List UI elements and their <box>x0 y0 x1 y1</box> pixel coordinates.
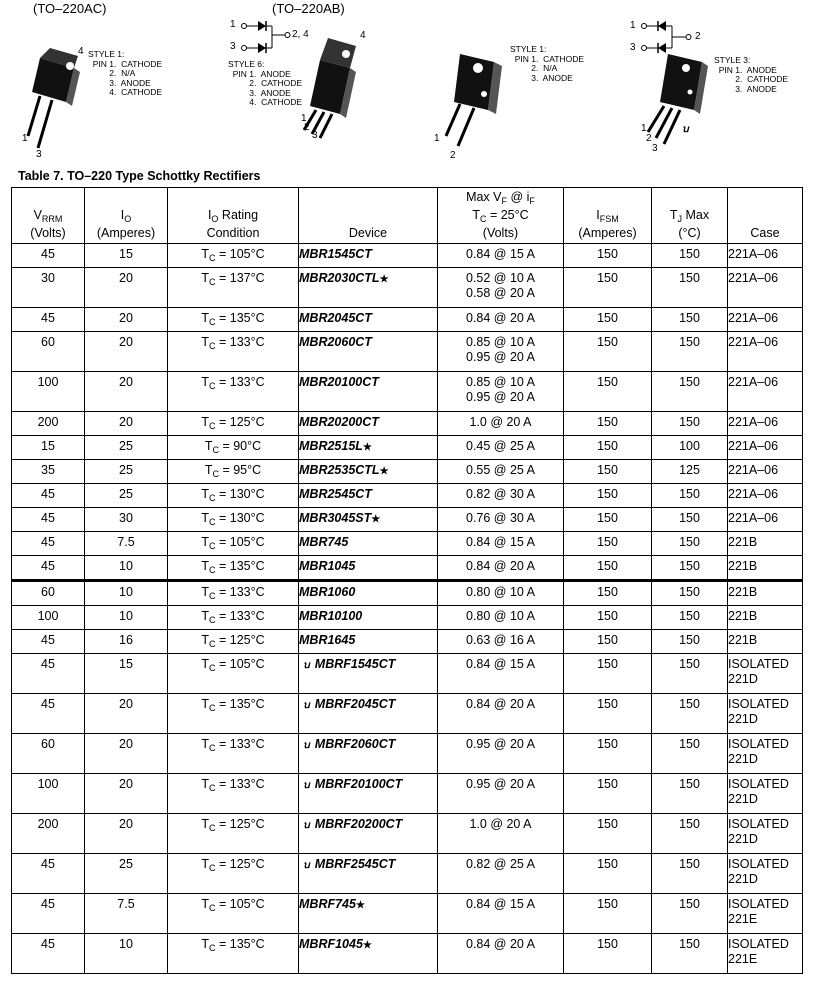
cell-rating: $T_C = 125^\circ C$ <box>168 854 299 894</box>
table-row <box>12 581 803 606</box>
cell-tj: 150 <box>652 308 728 332</box>
cell-case: 221A–06 <box>728 308 803 332</box>
cell-case: 221B <box>728 630 803 654</box>
cell-device: ꭒ MBRF20200CT <box>299 814 438 854</box>
cell-case: ISOLATED 221D <box>728 814 803 854</box>
pin-label: 3 <box>312 130 318 141</box>
cell-device: MBR2045CT <box>299 308 438 332</box>
cell-device: MBR20200CT <box>299 412 438 436</box>
cell-vrrm: 45 <box>12 854 85 894</box>
cell-vrrm: 30 <box>12 268 85 308</box>
table-body <box>12 244 803 974</box>
cell-device: MBR745 <box>299 532 438 556</box>
cell-rating: $T_C = 133^\circ C$ <box>168 606 299 630</box>
table-row <box>12 854 803 894</box>
cell-io: 25 <box>85 436 168 460</box>
cell-tj: 150 <box>652 630 728 654</box>
pin-label: 3 <box>652 143 658 154</box>
cell-tj: 150 <box>652 412 728 436</box>
cell-device: MBRF1045★ <box>299 934 438 974</box>
cell-tj: 150 <box>652 244 728 268</box>
header-case: Case <box>728 188 803 244</box>
pin-label: 2 <box>646 133 652 144</box>
table-row <box>12 332 803 372</box>
cell-vf: 0.80 @ 10 A <box>438 581 564 606</box>
new-product-star-icon: ★ <box>362 940 372 951</box>
cell-rating: $T_C = 133^\circ C$ <box>168 372 299 412</box>
cell-vf: 0.95 @ 20 A <box>438 734 564 774</box>
cell-vf: 0.85 @ 10 A 0.95 @ 20 A <box>438 372 564 412</box>
cell-rating: $T_C = 135^\circ C$ <box>168 694 299 734</box>
cell-case: 221A–06 <box>728 508 803 532</box>
cell-ifsm: 150 <box>564 606 652 630</box>
cell-rating: $T_C = 133^\circ C$ <box>168 581 299 606</box>
cell-rating: $T_C = 130^\circ C$ <box>168 484 299 508</box>
pin-label: 1 <box>630 20 636 31</box>
new-product-star-icon: ★ <box>379 274 389 285</box>
cell-vf: 0.85 @ 10 A 0.95 @ 20 A <box>438 332 564 372</box>
cell-vf: 0.84 @ 15 A <box>438 532 564 556</box>
package-title: (TO–220AC) <box>33 1 107 16</box>
cell-device: ꭒ MBRF2545CT <box>299 854 438 894</box>
table-row <box>12 532 803 556</box>
package-drawings <box>0 0 818 168</box>
cell-io: 30 <box>85 508 168 532</box>
pin-label: 2 <box>304 122 310 133</box>
cell-tj: 100 <box>652 436 728 460</box>
cell-ifsm: 150 <box>564 734 652 774</box>
cell-vrrm: 60 <box>12 734 85 774</box>
cell-vf: 0.55 @ 25 A <box>438 460 564 484</box>
cell-vrrm: 45 <box>12 694 85 734</box>
style-legend: STYLE 1: PIN 1. CATHODE 2. N/A 3. ANODE 4. CATHODE <box>88 49 163 97</box>
pin-label: 1 <box>22 133 28 144</box>
pin-label: 2 <box>450 150 456 161</box>
cell-io: 7.5 <box>85 894 168 934</box>
cell-rating: $T_C = 125^\circ C$ <box>168 814 299 854</box>
ul-recognized-icon: ꭒ <box>303 660 309 671</box>
cell-vrrm: 35 <box>12 460 85 484</box>
cell-ifsm: 150 <box>564 532 652 556</box>
cell-case: ISOLATED 221D <box>728 734 803 774</box>
pin-label: 2 <box>695 31 701 42</box>
cell-rating: $T_C = 133^\circ C$ <box>168 774 299 814</box>
cell-io: 10 <box>85 556 168 581</box>
table-row <box>12 774 803 814</box>
cell-vf: 0.84 @ 20 A <box>438 556 564 581</box>
cell-ifsm: 150 <box>564 332 652 372</box>
cell-device: MBR2545CT <box>299 484 438 508</box>
cell-tj: 150 <box>652 934 728 974</box>
table-row <box>12 894 803 934</box>
cell-device: ꭒ MBRF2060CT <box>299 734 438 774</box>
cell-case: 221A–06 <box>728 268 803 308</box>
cell-io: 25 <box>85 854 168 894</box>
cell-rating: $T_C = 105^\circ C$ <box>168 654 299 694</box>
table-row <box>12 734 803 774</box>
cell-tj: 150 <box>652 814 728 854</box>
rectifier-table <box>11 187 802 974</box>
cell-vrrm: 60 <box>12 332 85 372</box>
cell-tj: 150 <box>652 606 728 630</box>
cell-io: 20 <box>85 694 168 734</box>
pin-label: 4 <box>360 30 366 41</box>
ul-recognized-icon: ꭒ <box>303 780 309 791</box>
cell-case: 221A–06 <box>728 436 803 460</box>
table-row <box>12 630 803 654</box>
table-title: Table 7. TO–220 Type Schottky Rectifiers <box>18 169 261 183</box>
cell-rating: $T_C = 105^\circ C$ <box>168 532 299 556</box>
ul-recognized-icon: ꭒ <box>303 860 309 871</box>
cell-io: 10 <box>85 934 168 974</box>
cell-tj: 150 <box>652 854 728 894</box>
cell-device: MBR20100CT <box>299 372 438 412</box>
cell-io: 10 <box>85 606 168 630</box>
cell-device: ꭒ MBRF20100CT <box>299 774 438 814</box>
new-product-star-icon: ★ <box>362 442 372 453</box>
cell-tj: 150 <box>652 484 728 508</box>
cell-vrrm: 45 <box>12 532 85 556</box>
cell-vrrm: 100 <box>12 606 85 630</box>
to220-3lead-isolated-package-icon <box>642 48 712 158</box>
cell-device: ꭒ MBRF1545CT <box>299 654 438 694</box>
pin-label: 1 <box>301 113 307 124</box>
cell-io: 25 <box>85 484 168 508</box>
table-row <box>12 412 803 436</box>
cell-rating: $T_C = 125^\circ C$ <box>168 630 299 654</box>
cell-ifsm: 150 <box>564 934 652 974</box>
cell-vrrm: 100 <box>12 372 85 412</box>
cell-vrrm: 45 <box>12 484 85 508</box>
cell-io: 10 <box>85 581 168 606</box>
cell-vrrm: 15 <box>12 436 85 460</box>
header-vf: Max $V_F$ @ $i_F$ $T_C = 25^\circ C$ (Volts) <box>438 188 564 244</box>
cell-ifsm: 150 <box>564 630 652 654</box>
cell-ifsm: 150 <box>564 244 652 268</box>
cell-tj: 150 <box>652 268 728 308</box>
cell-io: 15 <box>85 244 168 268</box>
to220-2lead-package-icon <box>436 38 516 148</box>
cell-rating: $T_C = 133^\circ C$ <box>168 734 299 774</box>
new-product-star-icon: ★ <box>379 466 389 477</box>
cell-vf: 0.84 @ 15 A <box>438 654 564 694</box>
cell-case: ISOLATED 221D <box>728 774 803 814</box>
table-row <box>12 556 803 581</box>
cell-device: ꭒ MBRF2045CT <box>299 694 438 734</box>
cell-case: 221B <box>728 532 803 556</box>
header-rating: $I_O$ Rating Condition <box>168 188 299 244</box>
cell-vrrm: 100 <box>12 774 85 814</box>
cell-case: ISOLATED 221E <box>728 934 803 974</box>
header-device: Device <box>299 188 438 244</box>
ul-recognized-icon: ꭒ <box>303 700 309 711</box>
cell-device: MBR2515L★ <box>299 436 438 460</box>
cell-ifsm: 150 <box>564 508 652 532</box>
cell-case: ISOLATED 221D <box>728 854 803 894</box>
cell-rating: $T_C = 90^\circ C$ <box>168 436 299 460</box>
cell-case: 221B <box>728 556 803 581</box>
table-row <box>12 606 803 630</box>
cell-tj: 150 <box>652 372 728 412</box>
cell-vf: 0.84 @ 15 A <box>438 894 564 934</box>
cell-vf: 1.0 @ 20 A <box>438 412 564 436</box>
cell-io: 20 <box>85 412 168 436</box>
cell-ifsm: 150 <box>564 268 652 308</box>
cell-device: MBR1545CT <box>299 244 438 268</box>
cell-device: MBR2060CT <box>299 332 438 372</box>
cell-ifsm: 150 <box>564 854 652 894</box>
cell-device: MBR2535CTL★ <box>299 460 438 484</box>
cell-ifsm: 150 <box>564 412 652 436</box>
cell-rating: $T_C = 105^\circ C$ <box>168 894 299 934</box>
pin-label: 1 <box>230 19 236 30</box>
cell-ifsm: 150 <box>564 774 652 814</box>
pin-label: 4 <box>78 46 84 57</box>
ul-recognized-icon: ꭒ <box>303 740 309 751</box>
pin-label: 3 <box>36 149 42 160</box>
cell-tj: 150 <box>652 654 728 694</box>
table-row <box>12 814 803 854</box>
cell-vrrm: 45 <box>12 308 85 332</box>
cell-vrrm: 45 <box>12 894 85 934</box>
cell-io: 15 <box>85 654 168 694</box>
cell-tj: 150 <box>652 734 728 774</box>
style-legend: STYLE 1: PIN 1. CATHODE 2. N/A 3. ANODE <box>510 44 585 83</box>
cell-tj: 150 <box>652 581 728 606</box>
table-row <box>12 372 803 412</box>
cell-vf: 0.63 @ 16 A <box>438 630 564 654</box>
cell-case: 221A–06 <box>728 484 803 508</box>
table-row <box>12 268 803 308</box>
cell-vrrm: 45 <box>12 654 85 694</box>
cell-rating: $T_C = 137^\circ C$ <box>168 268 299 308</box>
cell-io: 7.5 <box>85 532 168 556</box>
cell-case: ISOLATED 221D <box>728 694 803 734</box>
cell-ifsm: 150 <box>564 460 652 484</box>
cell-case: 221A–06 <box>728 412 803 436</box>
cell-vf: 1.0 @ 20 A <box>438 814 564 854</box>
table-row <box>12 244 803 268</box>
style-legend: STYLE 3: PIN 1. ANODE 2. CATHODE 3. ANODE <box>714 55 789 94</box>
table-row <box>12 654 803 694</box>
cell-vf: 0.84 @ 20 A <box>438 694 564 734</box>
header-tj: $T_J$ Max (°C) <box>652 188 728 244</box>
cell-rating: $T_C = 135^\circ C$ <box>168 556 299 581</box>
cell-tj: 150 <box>652 532 728 556</box>
cell-ifsm: 150 <box>564 372 652 412</box>
cell-case: 221A–06 <box>728 372 803 412</box>
cell-io: 25 <box>85 460 168 484</box>
ul-recognized-icon: ꭒ <box>303 820 309 831</box>
cell-tj: 150 <box>652 894 728 934</box>
cell-rating: $T_C = 133^\circ C$ <box>168 332 299 372</box>
pin-label: 1 <box>434 133 440 144</box>
cell-vf: 0.45 @ 25 A <box>438 436 564 460</box>
cell-rating: $T_C = 95^\circ C$ <box>168 460 299 484</box>
cell-tj: 125 <box>652 460 728 484</box>
spec-table <box>11 187 803 974</box>
table-row <box>12 436 803 460</box>
cell-vrrm: 200 <box>12 814 85 854</box>
header-io: $I_O$ (Amperes) <box>85 188 168 244</box>
cell-vf: 0.95 @ 20 A <box>438 774 564 814</box>
pin-label: 3 <box>630 42 636 53</box>
cell-case: ISOLATED 221D <box>728 654 803 694</box>
table-row <box>12 460 803 484</box>
cell-vf: 0.82 @ 30 A <box>438 484 564 508</box>
cell-vrrm: 60 <box>12 581 85 606</box>
cell-vrrm: 200 <box>12 412 85 436</box>
cell-device: MBRF745★ <box>299 894 438 934</box>
cell-device: MBR1645 <box>299 630 438 654</box>
cell-io: 20 <box>85 332 168 372</box>
cell-case: 221A–06 <box>728 332 803 372</box>
header-vrrm: $V_{RRM}$ (Volts) <box>12 188 85 244</box>
cell-io: 16 <box>85 630 168 654</box>
cell-tj: 150 <box>652 556 728 581</box>
cell-io: 20 <box>85 308 168 332</box>
cell-vf: 0.76 @ 30 A <box>438 508 564 532</box>
new-product-star-icon: ★ <box>371 514 381 525</box>
cell-vf: 0.52 @ 10 A 0.58 @ 20 A <box>438 268 564 308</box>
cell-io: 20 <box>85 268 168 308</box>
cell-vrrm: 45 <box>12 244 85 268</box>
style-legend: STYLE 6: PIN 1. ANODE 2. CATHODE 3. ANODE 4. CATHODE <box>228 59 303 107</box>
cell-vf: 0.84 @ 20 A <box>438 308 564 332</box>
cell-ifsm: 150 <box>564 308 652 332</box>
cell-rating: $T_C = 135^\circ C$ <box>168 934 299 974</box>
cell-case: ISOLATED 221E <box>728 894 803 934</box>
cell-device: MBR10100 <box>299 606 438 630</box>
cell-vrrm: 45 <box>12 934 85 974</box>
cell-rating: $T_C = 135^\circ C$ <box>168 308 299 332</box>
package-title: (TO–220AB) <box>272 1 345 16</box>
cell-vrrm: 45 <box>12 556 85 581</box>
cell-io: 20 <box>85 814 168 854</box>
cell-case: 221A–06 <box>728 244 803 268</box>
cell-device: MBR3045ST★ <box>299 508 438 532</box>
cell-rating: $T_C = 105^\circ C$ <box>168 244 299 268</box>
cell-tj: 150 <box>652 694 728 734</box>
cell-ifsm: 150 <box>564 694 652 734</box>
cell-device: MBR2030CTL★ <box>299 268 438 308</box>
cell-device: MBR1060 <box>299 581 438 606</box>
table-row <box>12 484 803 508</box>
cell-ifsm: 150 <box>564 894 652 934</box>
cell-io: 20 <box>85 774 168 814</box>
cell-tj: 150 <box>652 508 728 532</box>
cell-io: 20 <box>85 734 168 774</box>
cell-rating: $T_C = 125^\circ C$ <box>168 412 299 436</box>
cell-rating: $T_C = 130^\circ C$ <box>168 508 299 532</box>
pin-label: 1 <box>641 123 647 134</box>
cell-vrrm: 45 <box>12 508 85 532</box>
cell-vf: 0.84 @ 20 A <box>438 934 564 974</box>
cell-ifsm: 150 <box>564 484 652 508</box>
cell-ifsm: 150 <box>564 556 652 581</box>
table-row <box>12 694 803 734</box>
cell-vf: 0.84 @ 15 A <box>438 244 564 268</box>
pin-label: 3 <box>230 41 236 52</box>
cell-io: 20 <box>85 372 168 412</box>
table-row <box>12 508 803 532</box>
cell-ifsm: 150 <box>564 654 652 694</box>
svg-text:ꭒ: ꭒ <box>682 124 689 135</box>
header-ifsm: $I_{FSM}$ (Amperes) <box>564 188 652 244</box>
dual-diode-schematic-icon <box>238 18 298 58</box>
cell-ifsm: 150 <box>564 581 652 606</box>
header-row <box>12 188 803 244</box>
cell-case: 221B <box>728 581 803 606</box>
cell-case: 221B <box>728 606 803 630</box>
cell-ifsm: 150 <box>564 436 652 460</box>
cell-device: MBR1045 <box>299 556 438 581</box>
table-row <box>12 934 803 974</box>
cell-tj: 150 <box>652 774 728 814</box>
cell-vrrm: 45 <box>12 630 85 654</box>
pin-label: 2, 4 <box>292 29 309 40</box>
cell-ifsm: 150 <box>564 814 652 854</box>
cell-case: 221A–06 <box>728 460 803 484</box>
cell-vf: 0.80 @ 10 A <box>438 606 564 630</box>
cell-vf: 0.82 @ 25 A <box>438 854 564 894</box>
table-row <box>12 308 803 332</box>
cell-tj: 150 <box>652 332 728 372</box>
new-product-star-icon: ★ <box>355 900 365 911</box>
